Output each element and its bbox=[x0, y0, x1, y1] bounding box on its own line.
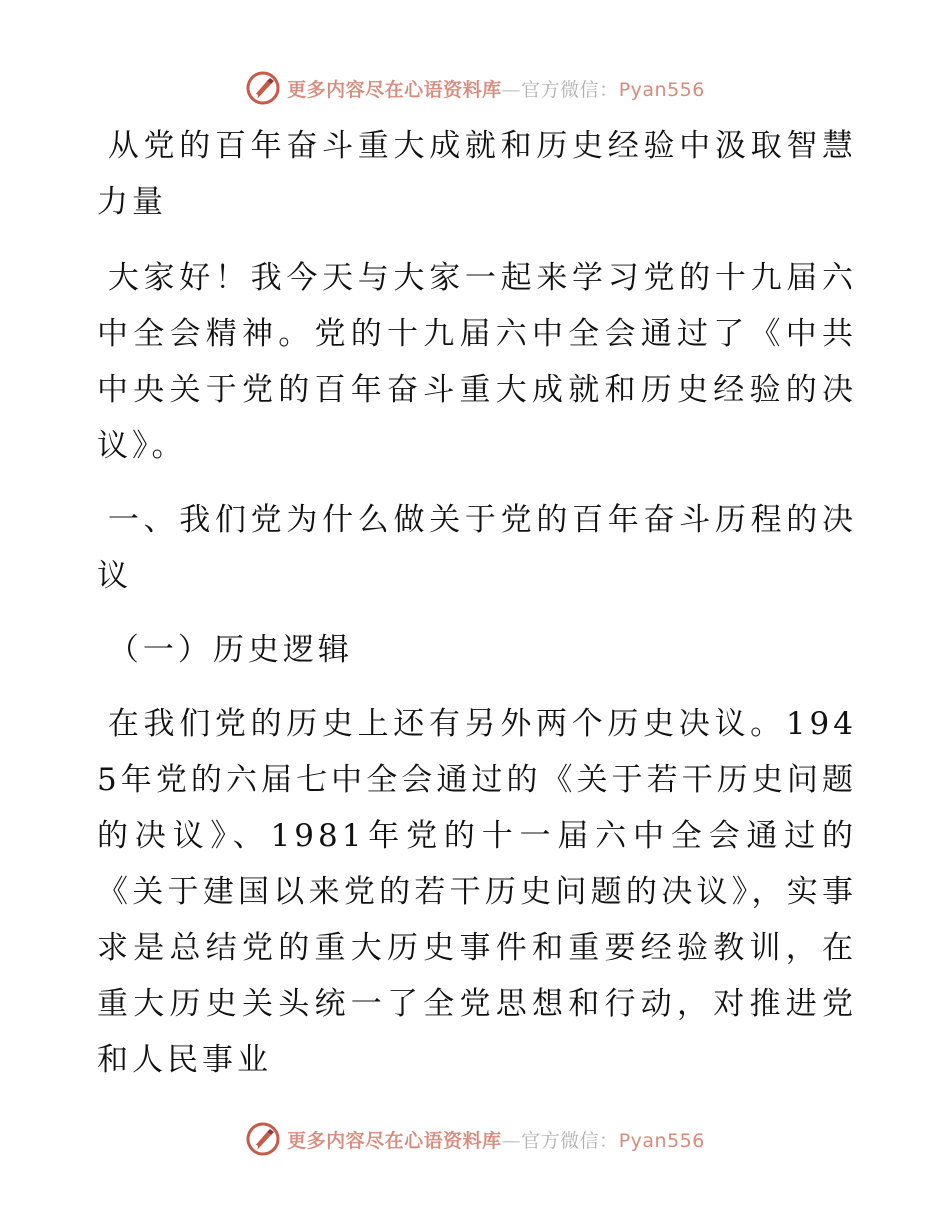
watermark-text: 更多内容尽在心语资料库—官方微信：Pyan556 bbox=[287, 1129, 705, 1152]
document-title: 从党的百年奋斗重大成就和历史经验中汲取智慧力量 bbox=[97, 128, 857, 220]
header-watermark bbox=[0, 70, 950, 106]
subsection-heading-1: （一）历史逻辑 bbox=[107, 632, 353, 668]
paragraph-history: 在我们党的历史上还有另外两个历史决议。1945年党的六届七中全会通过的《关于若干历史问题的决议》、1981年党的十一届六中全会通过的《关于建国以来党的若干历史问题的决议》，实事求是总结党的重大历史事件和重要经验教训，在重大历史关头统一了全党思想和行动，对推进党和人民事业 bbox=[97, 706, 857, 1078]
section-heading-1: 一、我们党为什么做关于党的百年奋斗历程的决议 bbox=[97, 502, 857, 594]
paragraph-greeting: 大家好！我今天与大家一起来学习党的十九届六中全会精神。党的十九届六中全会通过了《中共中央关于党的百年奋斗重大成就和历史经验的决议》。 bbox=[97, 260, 857, 464]
pen-logo-icon bbox=[245, 70, 281, 106]
document-body bbox=[97, 118, 857, 1106]
footer-watermark bbox=[0, 1121, 950, 1157]
pen-logo-icon bbox=[245, 1121, 281, 1157]
watermark-text: 更多内容尽在心语资料库—官方微信：Pyan556 bbox=[287, 78, 705, 101]
